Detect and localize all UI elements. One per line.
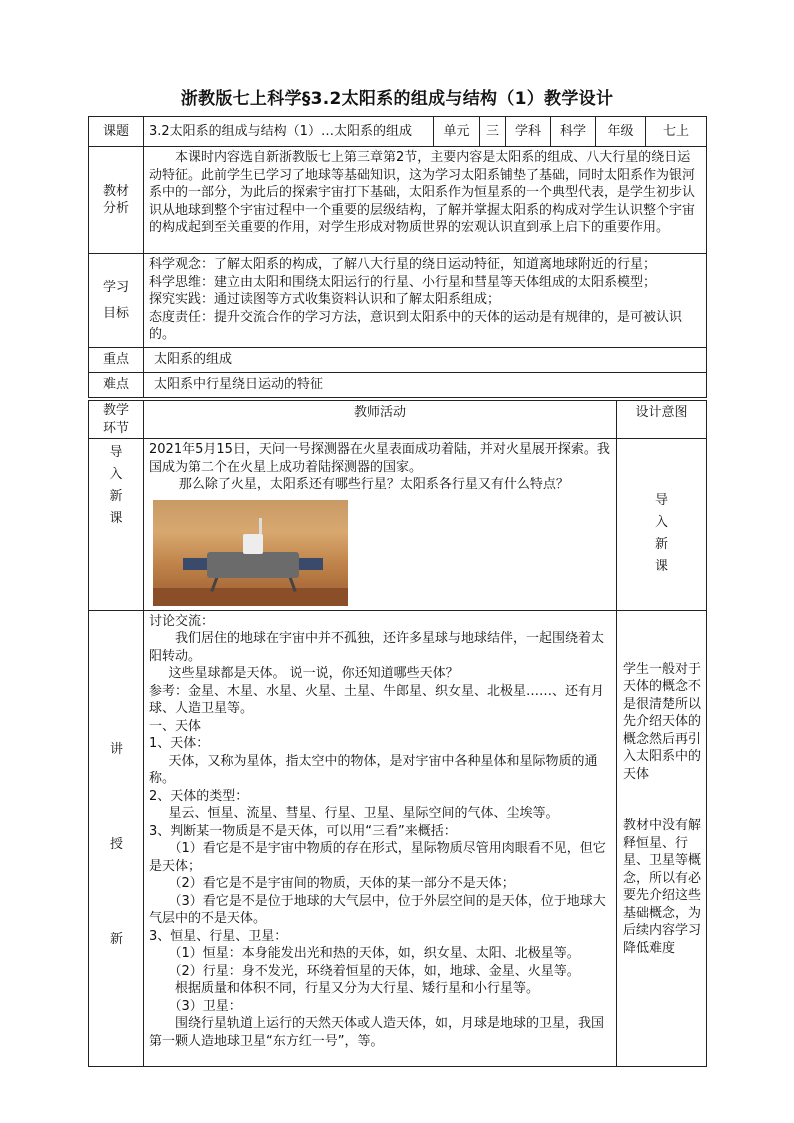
stage-char: 入 [109,467,123,482]
topic-label: 课题 [89,117,144,147]
intent-char: 导 [654,493,668,509]
teacher-header: 教师活动 [144,401,617,439]
intent-note-1: 学生一般对于天体的概念不是很清楚所以先介绍天体的概念然后再引入太阳系中的天体 [623,661,702,782]
intent-header: 设计意图 [617,401,707,439]
goals-content [144,254,707,348]
unit-label: 单元 [434,117,480,147]
lecture-line: 讨论交流： [149,613,215,629]
lecture-activity [144,610,617,1066]
lecture-line: 2、天体的类型： [149,788,249,804]
lecture-line: （2）行星：身不发光，环绕着恒星的天体，如，地球、金星、火星等。 [168,963,580,979]
lecture-line: 3、判断某一物质是不是天体，可以用“三看”来概括： [149,823,457,839]
lecture-intent [617,610,707,1066]
lecture-line: 一、天体 [149,718,202,734]
teaching-process-table [88,400,707,1067]
subject-value: 科学 [551,117,596,147]
stage-char: 新 [109,931,123,947]
intro-stage [89,439,144,611]
stage-header [89,401,144,439]
intent-char: 课 [654,559,668,575]
intro-paragraph: 2021年5月15日，天问一号探测器在火星表面成功着陆，并对火星展开探索。我国成为第二个在火星上成功着陆探测器的国家。 [149,442,610,475]
document-title: 浙教版七上科学§3.2太阳系的组成与结构（1）教学设计 [180,89,614,109]
key-label: 重点 [89,348,144,373]
intro-question: 那么除了火星，太阳系还有哪些行星？太阳系各行星又有什么特点？ [178,477,569,492]
stage-char: 讲 [109,741,123,757]
goals-label [89,254,144,348]
analysis-label [89,147,144,254]
stage-char: 导 [109,445,123,460]
key-value: 太阳系的组成 [144,348,707,373]
lecture-line: （2）看它是不是宇宙间的物质，天体的某一部分不是天体； [168,876,515,891]
intent-note-2: 教材中没有解释恒星、行星、卫星等概念，所以有必要先介绍这些基础概念，为后续内容学习降低难度 [623,818,702,956]
lecture-line: 星云、恒星、流星、彗星、行星、卫星、星际空间的气体、尘埃等。 [168,806,559,821]
lecture-line: 我们居住的地球在宇宙中并不孤独，还许多星球与地球结伴，一起围绕着太阳转动。 [149,631,605,664]
lecture-line: 围绕行星轨道上运行的天然天体或人造天体，如，月球是地球的卫星，我国第一颗人造地球卫星“东方红一号”，等。 [149,1016,605,1049]
grade-label: 年级 [596,117,646,147]
subject-label: 学科 [506,117,551,147]
topic-value: 3.2太阳系的组成与结构（1）…太阳系的组成 [144,117,434,147]
lecture-stage [89,610,144,1066]
goal-line: 探究实践：通过读图等方式收集资料认识和了解太阳系组成； [149,292,501,307]
stage-header-text: 教学环节 [102,403,129,436]
lecture-line: （1）恒星：本身能发出光和热的天体，如，织女星、太阳、北极星等。 [168,946,580,961]
goal-line: 科学思维：建立由太阳和围绕太阳运行的行星、小行星和彗星等天体组成的太阳系模型； [149,274,657,290]
goal-line: 科学观念：了解太阳系的构成，了解八大行星的绕日运动特征，知道离地球附近的行星； [149,257,657,272]
intro-intent [617,439,707,611]
lecture-line: 1、天体： [149,736,210,751]
lecture-line: （3）卫星： [168,998,242,1014]
mars-lander-image [153,500,348,606]
analysis-label-text: 教材分析 [102,183,129,216]
lecture-line: （3）看它是不是位于地球的大气层中，位于外层空间的是天体，位于地球大气层中的不是天体。 [149,893,606,926]
intent-char: 入 [654,515,668,531]
lecture-line: 根据质量和体积不同，行星又分为大行星、矮行星和小行星等。 [175,981,540,996]
goal-line: 态度责任：提升交流合作的学习方法，意识到太阳系中的天体的运动是有规律的，是可被认识的。 [149,309,683,342]
lecture-line: 3、恒星、行星、卫星： [149,928,288,944]
lecture-line: 参考：金星、木星、水星、火星、土星、牛郎星、织女星、北极星……、还有月球、人造卫星等。 [149,683,605,716]
stage-char: 新 [109,489,123,504]
stage-char: 授 [109,836,123,852]
intent-char: 新 [654,537,668,553]
stage-char: 课 [109,511,123,526]
intro-activity [144,439,617,611]
unit-value: 三 [480,117,506,147]
lecture-line: （1）看它是不是宇宙中物质的存在形式，星际物质尽管用肉眼看不见，但它是天体； [149,841,606,874]
difficulty-value: 太阳系中行星绕日运动的特征 [144,373,707,398]
lecture-line: 这些星球都是天体。 说一说，你还知道哪些天体？ [168,666,459,681]
course-info-table [88,116,707,398]
difficulty-label: 难点 [89,373,144,398]
grade-value: 七上 [646,117,707,147]
analysis-text: 本课时内容选自新浙教版七上第三章第2节，主要内容是太阳系的组成、八大行星的绕日运动特征。此前学生已学习了地球等基础知识，这为学习太阳系铺垫了基础，同时太阳系作为银河系中的一部分，为此后的探索宇宙打下基础，太阳系作为恒星系的一个典型代表，是学生初步认识从地球到整个宇宙过程中一个重要的层级结构，了解并掌握太阳系的构成对学生认识整个宇宙的构成起到至关重要的作用，对学生形成对物质世界的宏观认识直到承上启下的重要作用。 [144,147,707,254]
goals-label-text: 学习目标 [102,279,129,321]
lecture-line: 天体，又称为星体，指太空中的物体，是对宇宙中各种星体和星际物质的通称。 [149,753,598,786]
